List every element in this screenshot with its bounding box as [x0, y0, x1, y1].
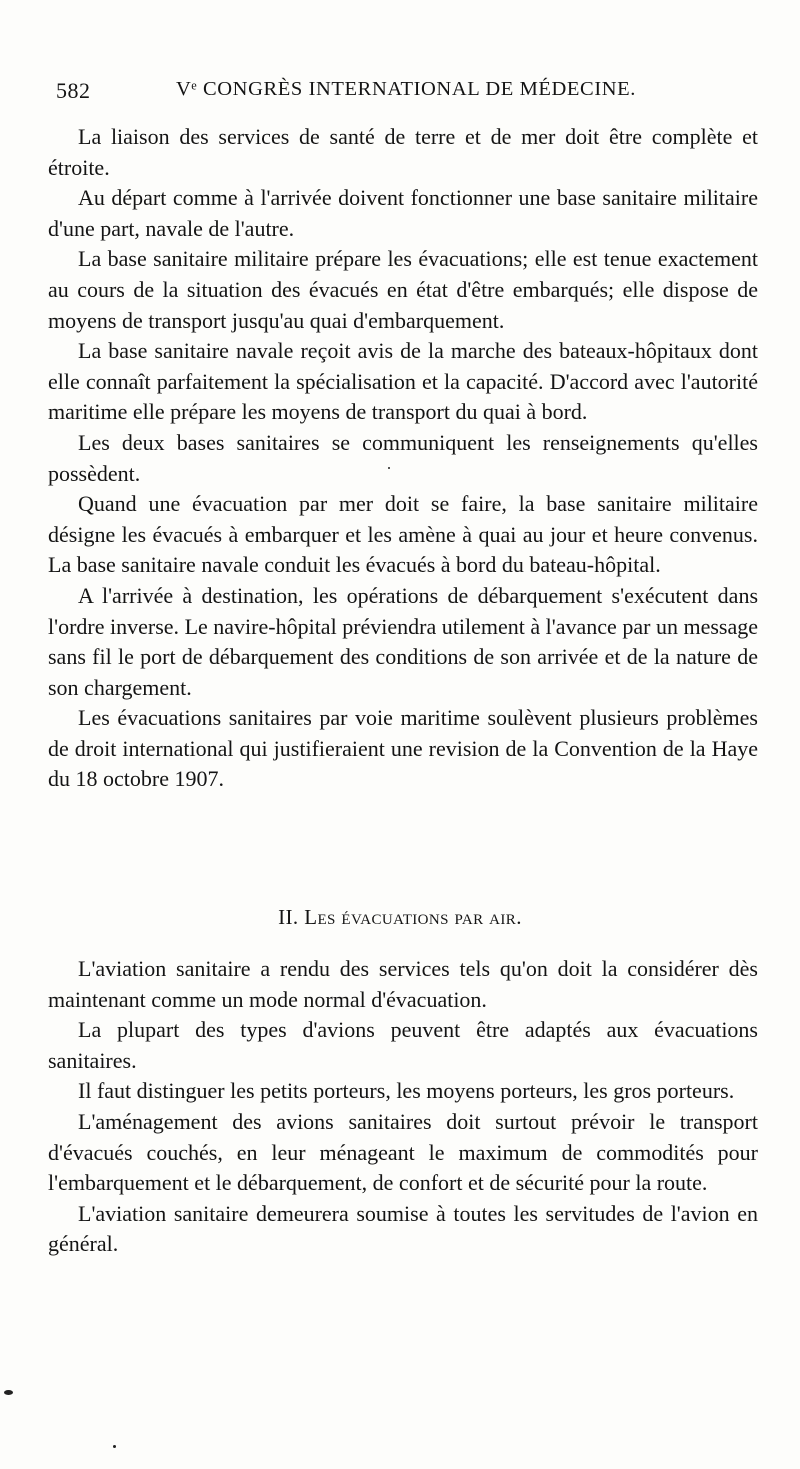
paragraph: Les deux bases sanitaires se communiquent les renseignements qu'elles possèdent. [48, 429, 758, 486]
section-title: Les évacuations par air. [304, 905, 522, 929]
page-number: 582 [56, 78, 91, 103]
paragraph: La base sanitaire militaire prépare les évacuations; elle est tenue exactement au cours de la situation des évacués en état d'être embarqués; elle dispose de moyens de transport jusqu'au quai d'embarquement. [48, 246, 758, 333]
scan-speck [4, 1390, 13, 1395]
paragraph: Au départ comme à l'arrivée doivent fonctionner une base sanitaire militaire d'une part, navale de l'autre. [48, 185, 758, 241]
running-title: Vᵉ CONGRÈS INTERNATIONAL DE MÉDECINE. [176, 78, 637, 100]
section-heading [0, 905, 800, 930]
paragraph: L'aviation sanitaire a rendu des services tels qu'on doit la considérer dès maintenant comme un mode normal d'évacuation. [48, 956, 758, 1012]
paragraph: L'aviation sanitaire demeurera soumise à toutes les servitudes de l'avion en général. [48, 1200, 758, 1257]
section-number: II. [278, 905, 299, 929]
paragraph: Les évacuations sanitaires par voie maritime soulèvent plusieurs problèmes de droit international qui justifieraient une revision de la Convention de la Haye du 18 octobre 1907. [48, 705, 758, 792]
paragraph: A l'arrivée à destination, les opérations de débarquement s'exécutent dans l'ordre inverse. Le navire-hôpital préviendra utilement à l'avance par un message sans fil le port de débarquement des conditions de son arrivée et de la nature de son chargement. [48, 582, 758, 700]
page-header [48, 78, 768, 112]
scan-speck [388, 467, 390, 469]
scan-speck [113, 1445, 116, 1448]
paragraph: La liaison des services de santé de terre et de mer doit être complète et étroite. [48, 124, 758, 180]
paragraph: La base sanitaire navale reçoit avis de la marche des bateaux-hôpitaux dont elle connaît parfaitement la spécialisation et la capacité. D'accord avec l'autorité maritime elle prépare les moyens de transport du quai à bord. [48, 338, 758, 425]
paragraph: Il faut distinguer les petits porteurs, les moyens porteurs, les gros porteurs. [78, 1078, 735, 1104]
text-block-maritime [48, 122, 758, 795]
paragraph: L'aménagement des avions sanitaires doit surtout prévoir le transport d'évacués couchés, en leur ménageant le maximum de commodités pour l'embarquement et le débarquement, de confort et de sécurité pour la route. [48, 1108, 758, 1196]
text-block-air [48, 954, 758, 1260]
paragraph: Quand une évacuation par mer doit se faire, la base sanitaire militaire désigne les évacués à embarquer et les amène à quai au jour et heure convenus. La base sanitaire navale conduit les évacués à bord du bateau-hôpital. [48, 491, 758, 578]
paragraph: La plupart des types d'avions peuvent être adaptés aux évacuations sanitaires. [48, 1017, 758, 1073]
